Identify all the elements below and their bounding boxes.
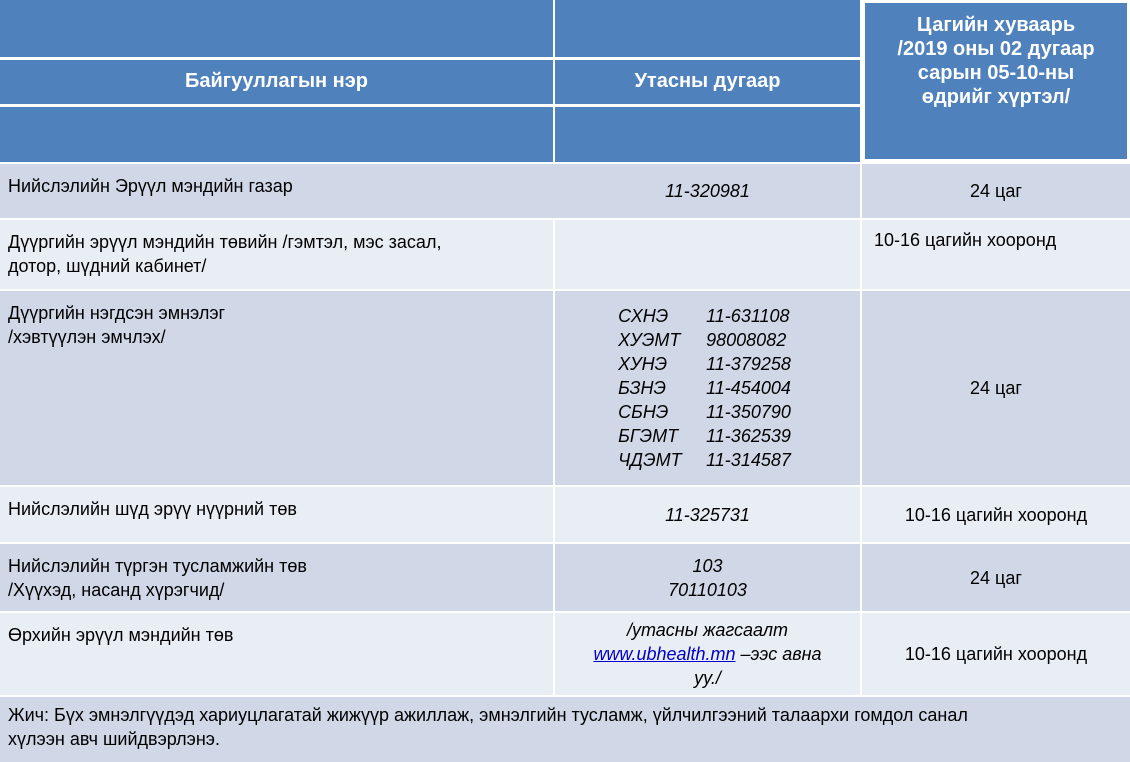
header-schedule-line-3: сарын 05-10-ны	[917, 62, 1075, 84]
header-divider-bottom	[0, 104, 862, 107]
row-6-phone-after: –ээс авна	[735, 644, 822, 664]
row-5-phone-line-2: 70110103	[668, 579, 747, 600]
row-3-schedule	[862, 291, 1130, 485]
row-4-schedule-text: 10-16 цагийн хооронд	[904, 504, 1088, 525]
phone-label: СХНЭ	[618, 306, 669, 326]
header-cell-name	[0, 0, 553, 162]
phone-number: 11-314587	[706, 450, 791, 470]
row-1-schedule-text: 24 цаг	[970, 181, 1022, 201]
phone-label: СБНЭ	[618, 402, 669, 422]
row-5-name-line-2: /Хүүхэд, насанд хүрэгчид/	[8, 580, 225, 600]
row-5-schedule	[862, 544, 1130, 611]
row-3-name-line-1: Дүүргийн нэгдсэн эмнэлэг	[8, 303, 226, 323]
row-5-schedule-text: 24 цаг	[970, 567, 1022, 588]
header-schedule-line-1: Цагийн хуваарь	[916, 14, 1076, 36]
row-1-name-text: Нийслэлийн Эрүүл мэндийн газар	[8, 176, 293, 196]
row-2-phone	[555, 220, 860, 289]
header-cell-phone	[555, 0, 860, 162]
row-4-name	[0, 487, 553, 542]
row-1-phone-text: 11-320981	[665, 181, 750, 201]
phone-number: 11-379258	[706, 354, 791, 374]
row-3-schedule-text: 24 цаг	[970, 378, 1022, 398]
row-3-name	[0, 291, 553, 485]
row-6-phone	[555, 613, 860, 695]
row-1-phone	[555, 164, 860, 218]
row-6-name	[0, 613, 553, 695]
row-5-name-line-1: Нийслэлийн түргэн тусламжийн төв	[8, 556, 307, 576]
phone-number: 11-631108	[706, 306, 790, 326]
row-6-phone-line-2	[593, 642, 821, 666]
row-4-schedule	[862, 487, 1130, 542]
phone-number: 11-350790	[706, 402, 791, 422]
phone-number: 11-362539	[706, 426, 791, 446]
row-2-schedule-text: 10-16 цагийн хооронд	[874, 230, 1057, 250]
row-4-phone	[555, 487, 860, 542]
row-2-schedule	[862, 220, 1130, 289]
phone-label: БГЭМТ	[618, 426, 679, 446]
row-4-phone-text: 11-325731	[665, 504, 750, 525]
row-3-phone-list	[618, 304, 791, 472]
phone-label: БЗНЭ	[618, 378, 666, 398]
phone-label: ЧДЭМТ	[618, 450, 682, 470]
row-5-name	[0, 544, 553, 611]
row-6-phone-line-3: уу./	[694, 668, 721, 688]
row-1-schedule	[862, 164, 1130, 218]
note-line-1: Жич: Бүх эмнэлгүүдэд хариуцлагатай жижүүр ажиллаж, эмнэлгийн тусламж, үйлчилгээний талаархи гомдол санал	[8, 705, 968, 725]
phone-number: 98008082	[706, 330, 787, 350]
phone-label: ХУНЭ	[618, 354, 668, 374]
header-schedule-line-2: /2019 оны 02 дугаар	[897, 38, 1095, 60]
header-name-label: Байгууллагын нэр	[184, 70, 369, 92]
row-3-name-line-2: /хэвтүүлэн эмчлэх/	[8, 327, 166, 347]
note-cell	[0, 697, 1130, 762]
header-schedule-line-4: өдрийг хүртэл/	[921, 86, 1071, 108]
row-4-name-text: Нийслэлийн шүд эрүү нүүрний төв	[8, 499, 297, 519]
row-6-schedule-text: 10-16 цагийн хооронд	[904, 644, 1088, 664]
row-2-name-line-2: дотор, шүдний кабинет/	[8, 256, 207, 276]
row-2-name-line-1: Дүүргийн эрүүл мэндийн төвийн /гэмтэл, мэс засал,	[8, 232, 442, 252]
note-line-2: хүлээн авч шийдвэрлэнэ.	[8, 729, 220, 749]
header-divider-top	[0, 57, 862, 60]
row-6-schedule	[862, 613, 1130, 695]
row-5-phone	[555, 544, 860, 611]
row-3-phone	[555, 291, 860, 485]
phone-number: 11-454004	[706, 378, 791, 398]
ubhealth-link[interactable]: www.ubhealth.mn	[593, 644, 736, 664]
phone-label: ХУЭМТ	[618, 330, 681, 350]
row-6-phone-line-1: /утасны жагсаалт	[627, 620, 788, 640]
row-5-phone-line-1: 103	[692, 555, 723, 576]
row-6-name-text: Өрхийн эрүүл мэндийн төв	[8, 625, 234, 645]
header-cell-schedule	[862, 0, 1130, 162]
row-2-name	[0, 220, 553, 289]
header-phone-label: Утасны дугаар	[634, 70, 781, 92]
